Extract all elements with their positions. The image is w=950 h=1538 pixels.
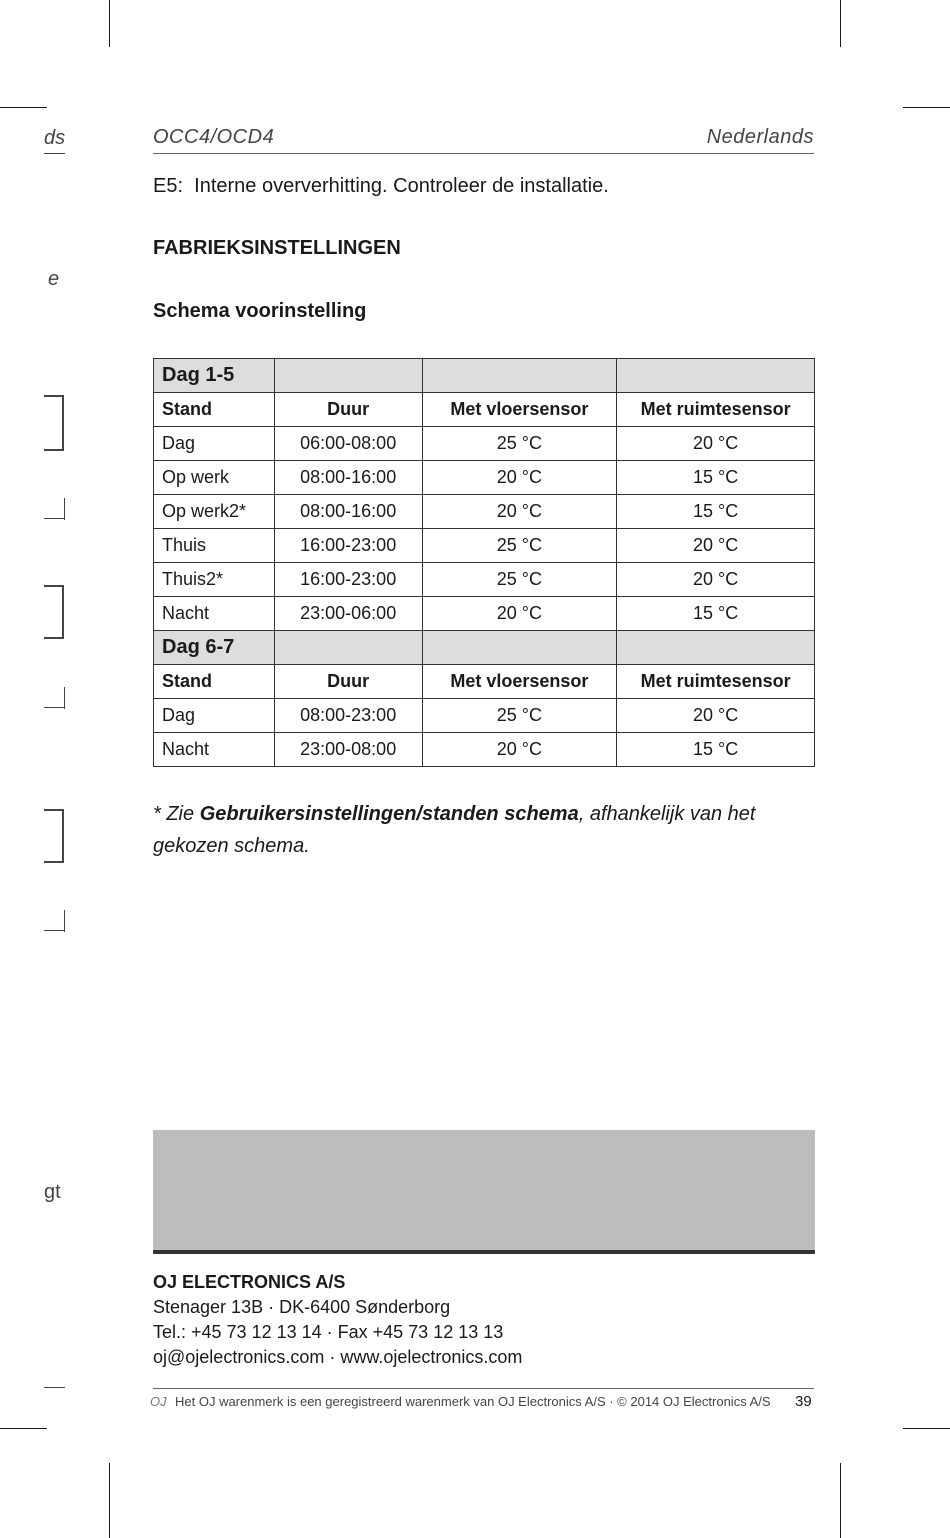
- bleed-bracket: [62, 809, 64, 863]
- table-cell: 23:00-08:00: [274, 733, 422, 767]
- table-cell: 25 °C: [422, 699, 617, 733]
- table-header-row: [154, 393, 815, 427]
- column-header: Met vloersensor: [422, 393, 617, 427]
- table-row: [154, 597, 815, 631]
- section-title: FABRIEKSINSTELLINGEN: [153, 237, 401, 259]
- crop-mark: [840, 1463, 841, 1538]
- table-row: [154, 495, 815, 529]
- footnote-reference: Gebruikersinstellingen/standen schema: [199, 803, 579, 825]
- schedule-table: [153, 358, 815, 767]
- table-cell: 25 °C: [422, 529, 617, 563]
- table-group-row: [154, 359, 815, 393]
- table-cell: Dag: [154, 427, 275, 461]
- table-cell: Op werk2*: [154, 495, 275, 529]
- table-cell: 15 °C: [617, 597, 815, 631]
- table-cell: 20 °C: [422, 461, 617, 495]
- bleed-bracket: [44, 809, 64, 811]
- footnote: [153, 798, 823, 862]
- company-contact: oj@ojelectronics.com · www.ojelectronics.com: [153, 1347, 523, 1367]
- bleed-bracket: [64, 498, 65, 520]
- table-row: [154, 733, 815, 767]
- bleed-text: gt: [44, 1181, 61, 1203]
- page-number: 39: [795, 1393, 812, 1410]
- company-address: Stenager 13B · DK-6400 Sønderborg: [153, 1297, 451, 1317]
- crop-mark: [0, 1428, 47, 1429]
- subsection-title: Schema voorinstelling: [153, 300, 367, 322]
- error-e5-text: E5: Interne oververhitting. Controleer de installatie.: [153, 175, 609, 197]
- header-language: Nederlands: [706, 126, 814, 148]
- table-group-row: [154, 631, 815, 665]
- bleed-bracket: [62, 395, 64, 451]
- footnote-suffix: , afhankelijk van het gekozen schema.: [153, 803, 756, 857]
- table-cell: 15 °C: [617, 461, 815, 495]
- table-row: [154, 427, 815, 461]
- group-label: Dag 1-5: [154, 359, 275, 393]
- table-cell: 20 °C: [617, 563, 815, 597]
- table-cell: Dag: [154, 699, 275, 733]
- crop-mark: [903, 107, 950, 108]
- header-divider: [153, 153, 814, 154]
- table-cell: 16:00-23:00: [274, 529, 422, 563]
- table-cell: Nacht: [154, 597, 275, 631]
- table-cell: 15 °C: [617, 495, 815, 529]
- bleed-bracket: [44, 585, 64, 587]
- table-cell: Thuis: [154, 529, 275, 563]
- table-cell: 20 °C: [617, 529, 815, 563]
- crop-mark: [840, 0, 841, 47]
- group-label: Dag 6-7: [154, 631, 275, 665]
- column-header: Met vloersensor: [422, 665, 617, 699]
- bleed-bracket: [44, 637, 64, 639]
- table-cell: 20 °C: [422, 733, 617, 767]
- footer-divider: [153, 1250, 815, 1254]
- table-cell: 16:00-23:00: [274, 563, 422, 597]
- table-row: [154, 563, 815, 597]
- oj-logo: OJ: [150, 1394, 167, 1409]
- legal-text: Het OJ warenmerk is een geregistreerd warenmerk van OJ Electronics A/S · © 2014 OJ Electronics A/S: [175, 1394, 771, 1409]
- column-header: Stand: [154, 393, 275, 427]
- column-header: Stand: [154, 665, 275, 699]
- column-header: Met ruimtesensor: [617, 665, 815, 699]
- header-product: OCC4/OCD4: [153, 126, 275, 148]
- table-cell: 20 °C: [422, 597, 617, 631]
- table-row: [154, 529, 815, 563]
- table-cell: 25 °C: [422, 427, 617, 461]
- table-row: [154, 461, 815, 495]
- bleed-bracket: [44, 518, 65, 519]
- footnote-prefix: * Zie: [153, 803, 200, 825]
- table-cell: 08:00-16:00: [274, 495, 422, 529]
- table-cell: 25 °C: [422, 563, 617, 597]
- bleed-rule: [44, 153, 65, 154]
- crop-mark: [903, 1428, 950, 1429]
- bleed-bracket: [44, 395, 64, 397]
- column-header: Met ruimtesensor: [617, 393, 815, 427]
- company-phone: Tel.: +45 73 12 13 14 · Fax +45 73 12 13 13: [153, 1322, 504, 1342]
- table-cell: 20 °C: [422, 495, 617, 529]
- bleed-bracket: [44, 861, 64, 863]
- crop-mark: [109, 1463, 110, 1538]
- table-header-row: [154, 665, 815, 699]
- table-cell: 15 °C: [617, 733, 815, 767]
- bleed-bracket: [64, 687, 65, 709]
- table-cell: 06:00-08:00: [274, 427, 422, 461]
- table-cell: 08:00-23:00: [274, 699, 422, 733]
- table-cell: 23:00-06:00: [274, 597, 422, 631]
- table-cell: Nacht: [154, 733, 275, 767]
- bleed-text: e: [48, 268, 60, 290]
- table-cell: 08:00-16:00: [274, 461, 422, 495]
- column-header: Duur: [274, 393, 422, 427]
- table-cell: Thuis2*: [154, 563, 275, 597]
- bleed-bracket: [44, 449, 64, 451]
- footer-gray-panel: [153, 1130, 815, 1250]
- table-row: [154, 699, 815, 733]
- column-header: Duur: [274, 665, 422, 699]
- bleed-bracket: [64, 910, 65, 932]
- table-cell: 20 °C: [617, 427, 815, 461]
- bleed-bracket: [44, 930, 65, 931]
- company-name: OJ ELECTRONICS A/S: [153, 1272, 346, 1292]
- crop-mark: [0, 107, 47, 108]
- bleed-bracket: [62, 585, 64, 639]
- table-cell: 20 °C: [617, 699, 815, 733]
- bleed-rule: [44, 1387, 65, 1388]
- legal-divider: [153, 1388, 814, 1389]
- table-cell: Op werk: [154, 461, 275, 495]
- crop-mark: [109, 0, 110, 47]
- bleed-bracket: [44, 707, 65, 708]
- bleed-text: ds: [44, 127, 66, 149]
